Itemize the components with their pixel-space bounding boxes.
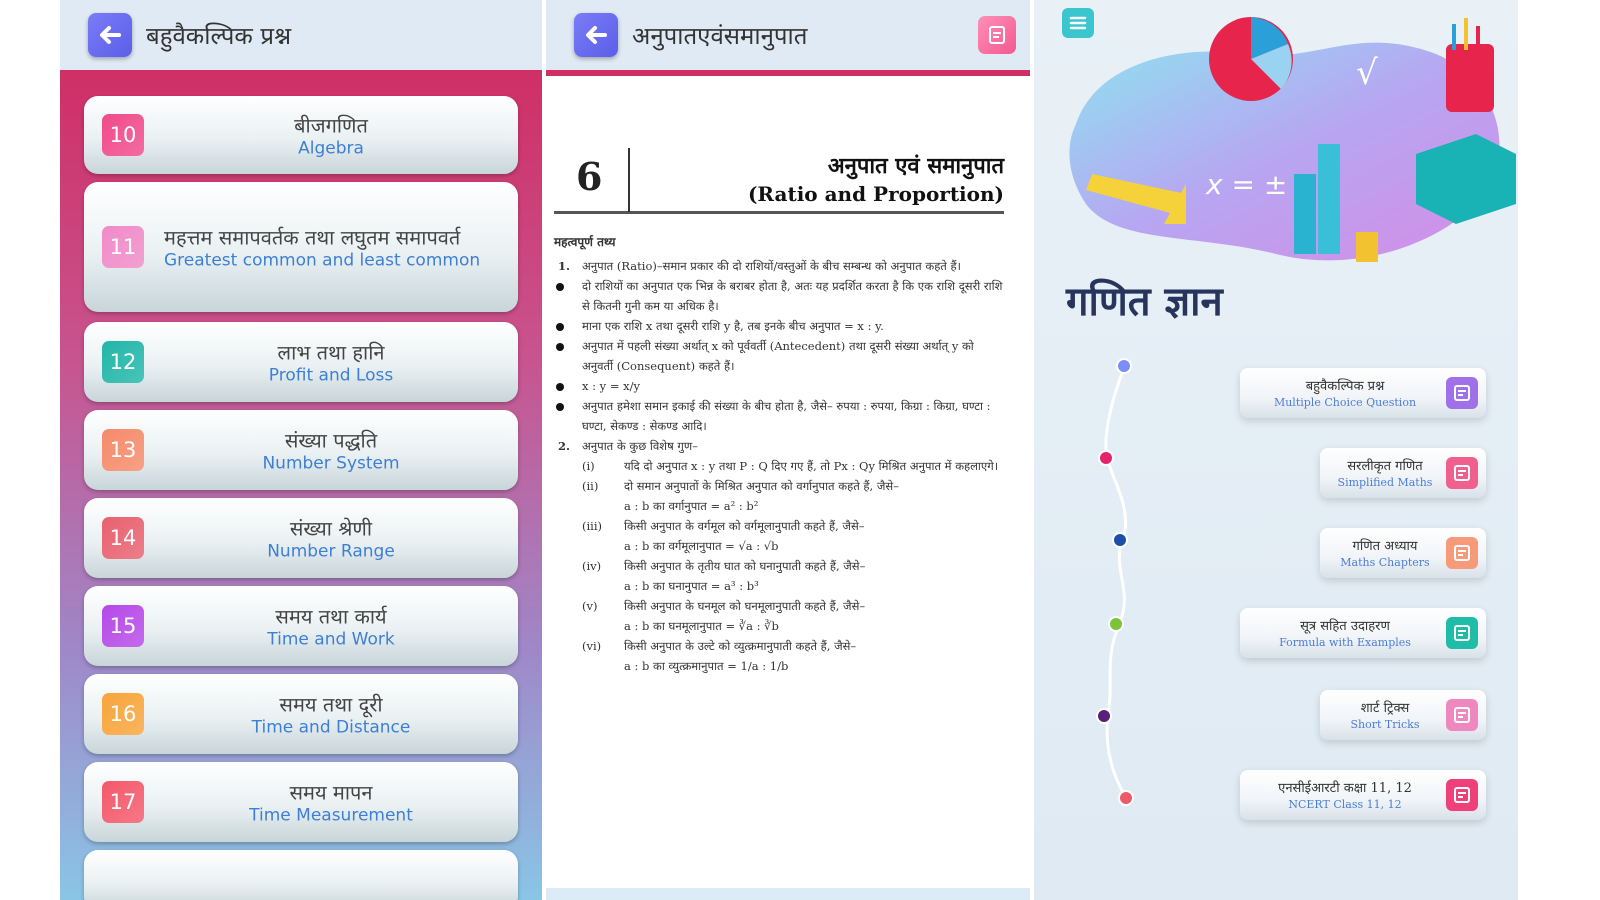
topic-text bbox=[164, 779, 498, 826]
menu-card[interactable] bbox=[1320, 690, 1486, 740]
section-heading: महत्वपूर्ण तथ्य bbox=[554, 235, 616, 249]
list-marker: 1. bbox=[558, 259, 571, 273]
arrow-left-icon bbox=[97, 22, 123, 48]
topic-number-badge: 10 bbox=[102, 114, 144, 156]
content-line bbox=[554, 436, 1004, 456]
topic-hindi-label: समय तथा कार्य bbox=[275, 604, 387, 629]
bullet-icon bbox=[556, 383, 564, 391]
topic-number-badge: 14 bbox=[102, 517, 144, 559]
line-text: अनुपात के कुछ विशेष गुण– bbox=[582, 439, 698, 453]
content-line bbox=[554, 376, 1004, 396]
line-text: a : b का व्युत्क्रमानुपात = 1/a : 1/b bbox=[624, 659, 789, 673]
chapter-content bbox=[554, 232, 1004, 676]
menu-english-label: Short Tricks bbox=[1350, 718, 1420, 731]
mcq-screen bbox=[60, 0, 542, 900]
app-bar bbox=[60, 0, 542, 70]
menu-icon bbox=[1446, 537, 1478, 569]
topic-number-badge: 12 bbox=[102, 341, 144, 383]
content-line bbox=[554, 256, 1004, 276]
topic-card[interactable] bbox=[84, 762, 518, 842]
topic-english-label: Number System bbox=[262, 453, 400, 474]
back-button[interactable] bbox=[88, 13, 132, 57]
timeline-dot bbox=[1112, 532, 1128, 548]
menu-hindi-label: शार्ट ट्रिक्स bbox=[1360, 701, 1410, 716]
page-title: अनुपातएवंसमानुपात bbox=[632, 21, 808, 50]
formula-line bbox=[554, 656, 1004, 676]
topic-list bbox=[60, 70, 542, 900]
timeline-path bbox=[1094, 360, 1174, 830]
topic-number-badge: 15 bbox=[102, 605, 144, 647]
line-text: किसी अनुपात के उल्टे को व्युत्क्रमानुपाती कहते हैं, जैसे– bbox=[624, 639, 857, 653]
content-line bbox=[554, 476, 1004, 496]
line-text: किसी अनुपात के घनमूल को घनमूलानुपाती कहते हैं, जैसे– bbox=[624, 599, 866, 613]
topic-english-label: Time and Work bbox=[267, 629, 395, 650]
menu-icon bbox=[1446, 617, 1478, 649]
divider bbox=[628, 148, 630, 212]
line-text: a : b का घनमूलानुपात = ∛a : ∛b bbox=[624, 619, 779, 633]
timeline-dot bbox=[1096, 708, 1112, 724]
menu-icon bbox=[1446, 699, 1478, 731]
content-line bbox=[554, 276, 1004, 316]
menu-hindi-label: सरलीकृत गणित bbox=[1347, 459, 1423, 474]
topic-hindi-label: समय मापन bbox=[289, 780, 373, 805]
content-line bbox=[554, 456, 1004, 476]
chapter-screen bbox=[546, 0, 1030, 900]
formula-line bbox=[554, 576, 1004, 596]
timeline-dot bbox=[1118, 790, 1134, 806]
topic-hindi-label: संख्या श्रेणी bbox=[289, 516, 373, 541]
menu-card[interactable] bbox=[1240, 608, 1486, 658]
menu-english-label: Maths Chapters bbox=[1340, 556, 1430, 569]
formula-line bbox=[554, 616, 1004, 636]
line-text: a : b का वर्गानुपात = a² : b² bbox=[624, 499, 759, 513]
chapter-header bbox=[554, 148, 1004, 214]
topic-text bbox=[164, 515, 498, 562]
topic-card[interactable] bbox=[84, 410, 518, 490]
content-line bbox=[554, 516, 1004, 536]
menu-english-label: Multiple Choice Question bbox=[1273, 396, 1417, 409]
chapter-number: 6 bbox=[576, 154, 603, 199]
bottom-bar bbox=[546, 888, 1030, 900]
menu-hindi-label: एनसीईआरटी कक्षा 11, 12 bbox=[1278, 781, 1412, 796]
topic-hindi-label: समय तथा दूरी bbox=[279, 692, 383, 717]
line-text: अनुपात (Ratio)–समान प्रकार की दो राशियों/वस्तुओं के बीच सम्बन्ध को अनुपात कहते हैं। bbox=[582, 259, 961, 273]
menu-card[interactable] bbox=[1240, 368, 1486, 418]
list-marker: (v) bbox=[582, 599, 598, 613]
arrow-left-icon bbox=[583, 22, 609, 48]
bullet-icon bbox=[556, 343, 564, 351]
page-title: बहुवैकल्पिक प्रश्न bbox=[146, 21, 292, 50]
topic-card[interactable] bbox=[84, 182, 518, 312]
topic-card[interactable] bbox=[84, 498, 518, 578]
app-title: गणित ज्ञान bbox=[1066, 278, 1223, 325]
topic-english-label: Number Range bbox=[267, 541, 395, 562]
topic-text bbox=[164, 603, 498, 650]
line-text: x : y = x/y bbox=[582, 379, 640, 393]
list-marker: (i) bbox=[582, 459, 595, 473]
topic-english-label: Algebra bbox=[298, 138, 364, 159]
topic-card-partial[interactable] bbox=[84, 850, 518, 900]
formula-line bbox=[554, 536, 1004, 556]
topic-card[interactable] bbox=[84, 322, 518, 402]
bullet-icon bbox=[556, 323, 564, 331]
topic-text bbox=[164, 224, 498, 271]
line-text: किसी अनुपात के तृतीय घात को घनानुपाती कहते हैं, जैसे– bbox=[624, 559, 866, 573]
menu-icon bbox=[1446, 779, 1478, 811]
topic-text bbox=[164, 691, 498, 738]
chapter-title-english: (Ratio and Proportion) bbox=[747, 182, 1004, 206]
math-illustration bbox=[1056, 4, 1516, 274]
menu-english-label: Formula with Examples bbox=[1279, 636, 1411, 649]
svg-text:√: √ bbox=[1356, 53, 1378, 93]
back-button[interactable] bbox=[574, 13, 618, 57]
line-text: दो समान अनुपातों के मिश्रित अनुपात को वर्गानुपात कहते हैं, जैसे– bbox=[624, 479, 899, 493]
content-line bbox=[554, 636, 1004, 656]
line-text: अनुपात हमेशा समान इकाई की संख्या के बीच होता है, जैसे– रुपया : रुपया, किग्रा : किग्रा, घण्टा : घण्टा, सेकण्ड : सेकण्ड आदि। bbox=[582, 399, 991, 433]
content-line bbox=[554, 596, 1004, 616]
line-text: यदि दो अनुपात x : y तथा P : Q दिए गए हैं, तो Px : Qy मिश्रित अनुपात में कहलाएगे। bbox=[624, 459, 999, 473]
menu-icon bbox=[1446, 377, 1478, 409]
topic-hindi-label: महत्तम समापवर्तक तथा लघुतम समापवर्त bbox=[164, 225, 461, 250]
topic-number-badge: 11 bbox=[102, 226, 144, 268]
menu-hindi-label: सूत्र सहित उदाहरण bbox=[1300, 619, 1390, 634]
topic-english-label: Greatest common and least common bbox=[164, 250, 481, 271]
topic-english-label: Time Measurement bbox=[249, 805, 413, 826]
topic-number-badge: 16 bbox=[102, 693, 144, 735]
line-text: किसी अनुपात के वर्गमूल को वर्गमूलानुपाती कहते हैं, जैसे– bbox=[624, 519, 865, 533]
pdf-icon[interactable] bbox=[978, 16, 1016, 54]
timeline-dot bbox=[1098, 450, 1114, 466]
list-marker: (vi) bbox=[582, 639, 602, 653]
list-marker: (ii) bbox=[582, 479, 599, 493]
menu-hindi-label: गणित अध्याय bbox=[1352, 539, 1418, 554]
timeline-dot bbox=[1116, 358, 1132, 374]
content-line bbox=[554, 336, 1004, 376]
topic-number-badge: 17 bbox=[102, 781, 144, 823]
topic-card[interactable] bbox=[84, 586, 518, 666]
menu-english-label: Simplified Maths bbox=[1337, 476, 1433, 489]
menu-english-label: NCERT Class 11, 12 bbox=[1288, 798, 1402, 811]
menu-hindi-label: बहुवैकल्पिक प्रश्न bbox=[1305, 379, 1385, 394]
line-text: माना एक राशि x तथा दूसरी राशि y है, तब इनके बीच अनुपात = x : y. bbox=[582, 319, 884, 333]
topic-hindi-label: संख्या पद्धति bbox=[284, 428, 378, 453]
accent-line bbox=[546, 70, 1030, 76]
topic-card[interactable] bbox=[84, 674, 518, 754]
menu-card[interactable] bbox=[1320, 448, 1486, 498]
line-text: a : b का वर्गमूलानुपात = √a : √b bbox=[624, 539, 779, 553]
timeline-dot bbox=[1108, 616, 1124, 632]
topic-hindi-label: बीजगणित bbox=[294, 113, 368, 138]
svg-text:x = ±: x = ± bbox=[1206, 168, 1288, 201]
menu-card[interactable] bbox=[1240, 770, 1486, 820]
list-marker: 2. bbox=[558, 439, 571, 453]
topic-number-badge: 13 bbox=[102, 429, 144, 471]
topic-english-label: Time and Distance bbox=[251, 717, 411, 738]
content-line bbox=[554, 556, 1004, 576]
list-marker: (iii) bbox=[582, 519, 603, 533]
list-marker: (iv) bbox=[582, 559, 602, 573]
topic-text bbox=[164, 112, 498, 159]
bullet-icon bbox=[556, 283, 564, 291]
topic-hindi-label: लाभ तथा हानि bbox=[277, 340, 385, 365]
formula-line bbox=[554, 496, 1004, 516]
chapter-title-hindi: अनुपात एवं समानुपात bbox=[827, 153, 1004, 179]
menu-card[interactable] bbox=[1320, 528, 1486, 578]
topic-card[interactable] bbox=[84, 96, 518, 174]
topic-text bbox=[164, 339, 498, 386]
home-screen bbox=[1034, 0, 1518, 900]
line-text: अनुपात में पहली संख्या अर्थात् x को पूर्ववर्ती (Antecedent) तथा दूसरी संख्या अर्थात् y को अनुवर्ती (Consequent) कहते हैं। bbox=[582, 339, 974, 373]
content-line bbox=[554, 396, 1004, 436]
topic-english-label: Profit and Loss bbox=[268, 365, 394, 386]
bullet-icon bbox=[556, 403, 564, 411]
line-text: a : b का घनानुपात = a³ : b³ bbox=[624, 579, 759, 593]
app-bar bbox=[546, 0, 1030, 70]
topic-text bbox=[164, 427, 498, 474]
content-line bbox=[554, 316, 1004, 336]
menu-icon bbox=[1446, 457, 1478, 489]
line-text: दो राशियों का अनुपात एक भिन्न के बराबर होता है, अतः यह प्रदर्शित करता है कि एक राशि दूसरी राशि से कितनी गुनी कम या अधिक है। bbox=[582, 279, 1003, 313]
